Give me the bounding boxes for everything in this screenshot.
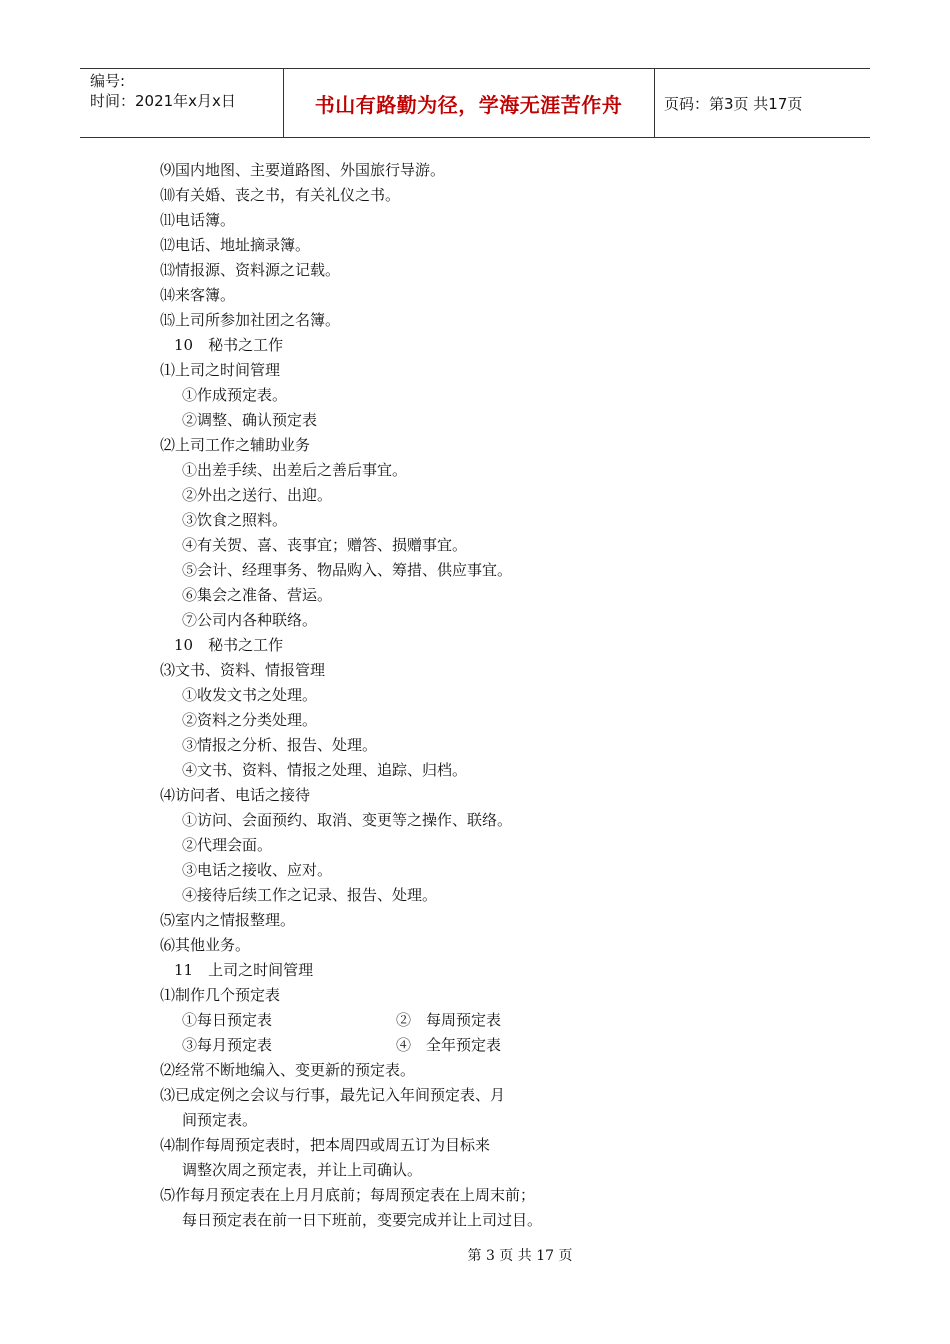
list-item: ⑴上司之时间管理 bbox=[160, 361, 281, 379]
list-item: ⑷制作每周预定表时，把本周四或周五订为目标来 bbox=[160, 1136, 491, 1154]
sub-list-item: ④接待后续工作之记录、报告、处理。 bbox=[182, 886, 438, 904]
list-item-continuation: 间预定表。 bbox=[182, 1111, 258, 1129]
list-item: ⑹其他业务。 bbox=[160, 936, 251, 954]
section-heading: 10 秘书之工作 bbox=[174, 336, 284, 354]
list-item: ⒀情报源、资料源之记载。 bbox=[160, 261, 341, 279]
sub-list-item: ①访问、会面预约、取消、变更等之操作、联络。 bbox=[182, 811, 513, 829]
sub-list-pair bbox=[160, 1033, 860, 1058]
time-label: 时间：2021年x月x日 bbox=[90, 92, 236, 110]
sub-list-pair bbox=[160, 1008, 860, 1033]
document-body bbox=[160, 158, 860, 1233]
sub-list-item: ③情报之分析、报告、处理。 bbox=[182, 736, 378, 754]
sub-list-item: ⑤会计、经理事务、物品购入、筹措、供应事宜。 bbox=[182, 561, 513, 579]
list-item: ⑸作每月预定表在上月月底前；每周预定表在上周末前； bbox=[160, 1186, 536, 1204]
sub-list-item: ②外出之送行、出迎。 bbox=[182, 486, 333, 504]
sub-list-item: ①作成预定表。 bbox=[182, 386, 288, 404]
list-item: ⑿电话、地址摘录簿。 bbox=[160, 236, 311, 254]
sub-list-item: ③电话之接收、应对。 bbox=[182, 861, 333, 879]
list-item: ⑼国内地图、主要道路图、外国旅行导游。 bbox=[160, 161, 446, 179]
page-header bbox=[80, 68, 870, 138]
sub-list-item: ③饮食之照料。 bbox=[182, 511, 288, 529]
list-item-continuation: 每日预定表在前一日下班前，变要完成并让上司过目。 bbox=[182, 1211, 543, 1229]
section-heading: 11 上司之时间管理 bbox=[174, 961, 314, 979]
sub-list-item: ③每月预定表 bbox=[182, 1036, 273, 1054]
sub-list-item: ①每日预定表 bbox=[182, 1011, 273, 1029]
list-item: ⑵经常不断地编入、变更新的预定表。 bbox=[160, 1061, 416, 1079]
list-item: ⑽有关婚、丧之书，有关礼仪之书。 bbox=[160, 186, 401, 204]
list-item-continuation: 调整次周之预定表，并让上司确认。 bbox=[182, 1161, 423, 1179]
sub-list-item: ⑥集会之准备、营运。 bbox=[182, 586, 333, 604]
list-item: ⑷访问者、电话之接待 bbox=[160, 786, 311, 804]
header-motto: 书山有路勤为径，学海无涯苦作舟 bbox=[314, 92, 623, 117]
sub-list-item: ⑦公司内各种联络。 bbox=[182, 611, 318, 629]
number-label: 编号: bbox=[90, 72, 126, 90]
list-item: ⑾电话簿。 bbox=[160, 211, 236, 229]
sub-list-item: ④ 全年预定表 bbox=[396, 1036, 502, 1054]
section-heading: 10 秘书之工作 bbox=[174, 636, 284, 654]
list-item: ⑴制作几个预定表 bbox=[160, 986, 281, 1004]
header-page-label: 页码：第3页 共17页 bbox=[664, 95, 803, 113]
list-item: ⒁来客簿。 bbox=[160, 286, 236, 304]
sub-list-item: ② 每周预定表 bbox=[396, 1011, 502, 1029]
sub-list-item: ②资料之分类处理。 bbox=[182, 711, 318, 729]
sub-list-item: ②调整、确认预定表 bbox=[182, 411, 318, 429]
sub-list-item: ②代理会面。 bbox=[182, 836, 273, 854]
sub-list-item: ①出差手续、出差后之善后事宜。 bbox=[182, 461, 408, 479]
sub-list-item: ④有关贺、喜、丧事宜；赠答、损赠事宜。 bbox=[182, 536, 468, 554]
sub-list-item: ①收发文书之处理。 bbox=[182, 686, 318, 704]
list-item: ⒂上司所参加社团之名簿。 bbox=[160, 311, 341, 329]
header-meta bbox=[90, 71, 236, 111]
sub-list-item: ④文书、资料、情报之处理、追踪、归档。 bbox=[182, 761, 468, 779]
list-item: ⑶文书、资料、情报管理 bbox=[160, 661, 326, 679]
list-item: ⑸室内之情报整理。 bbox=[160, 911, 296, 929]
list-item: ⑵上司工作之辅助业务 bbox=[160, 436, 311, 454]
page-footer: 第 3 页 共 17 页 bbox=[467, 1248, 573, 1264]
list-item: ⑶已成定例之会议与行事，最先记入年间预定表、月 bbox=[160, 1086, 506, 1104]
header-divider bbox=[654, 69, 655, 137]
